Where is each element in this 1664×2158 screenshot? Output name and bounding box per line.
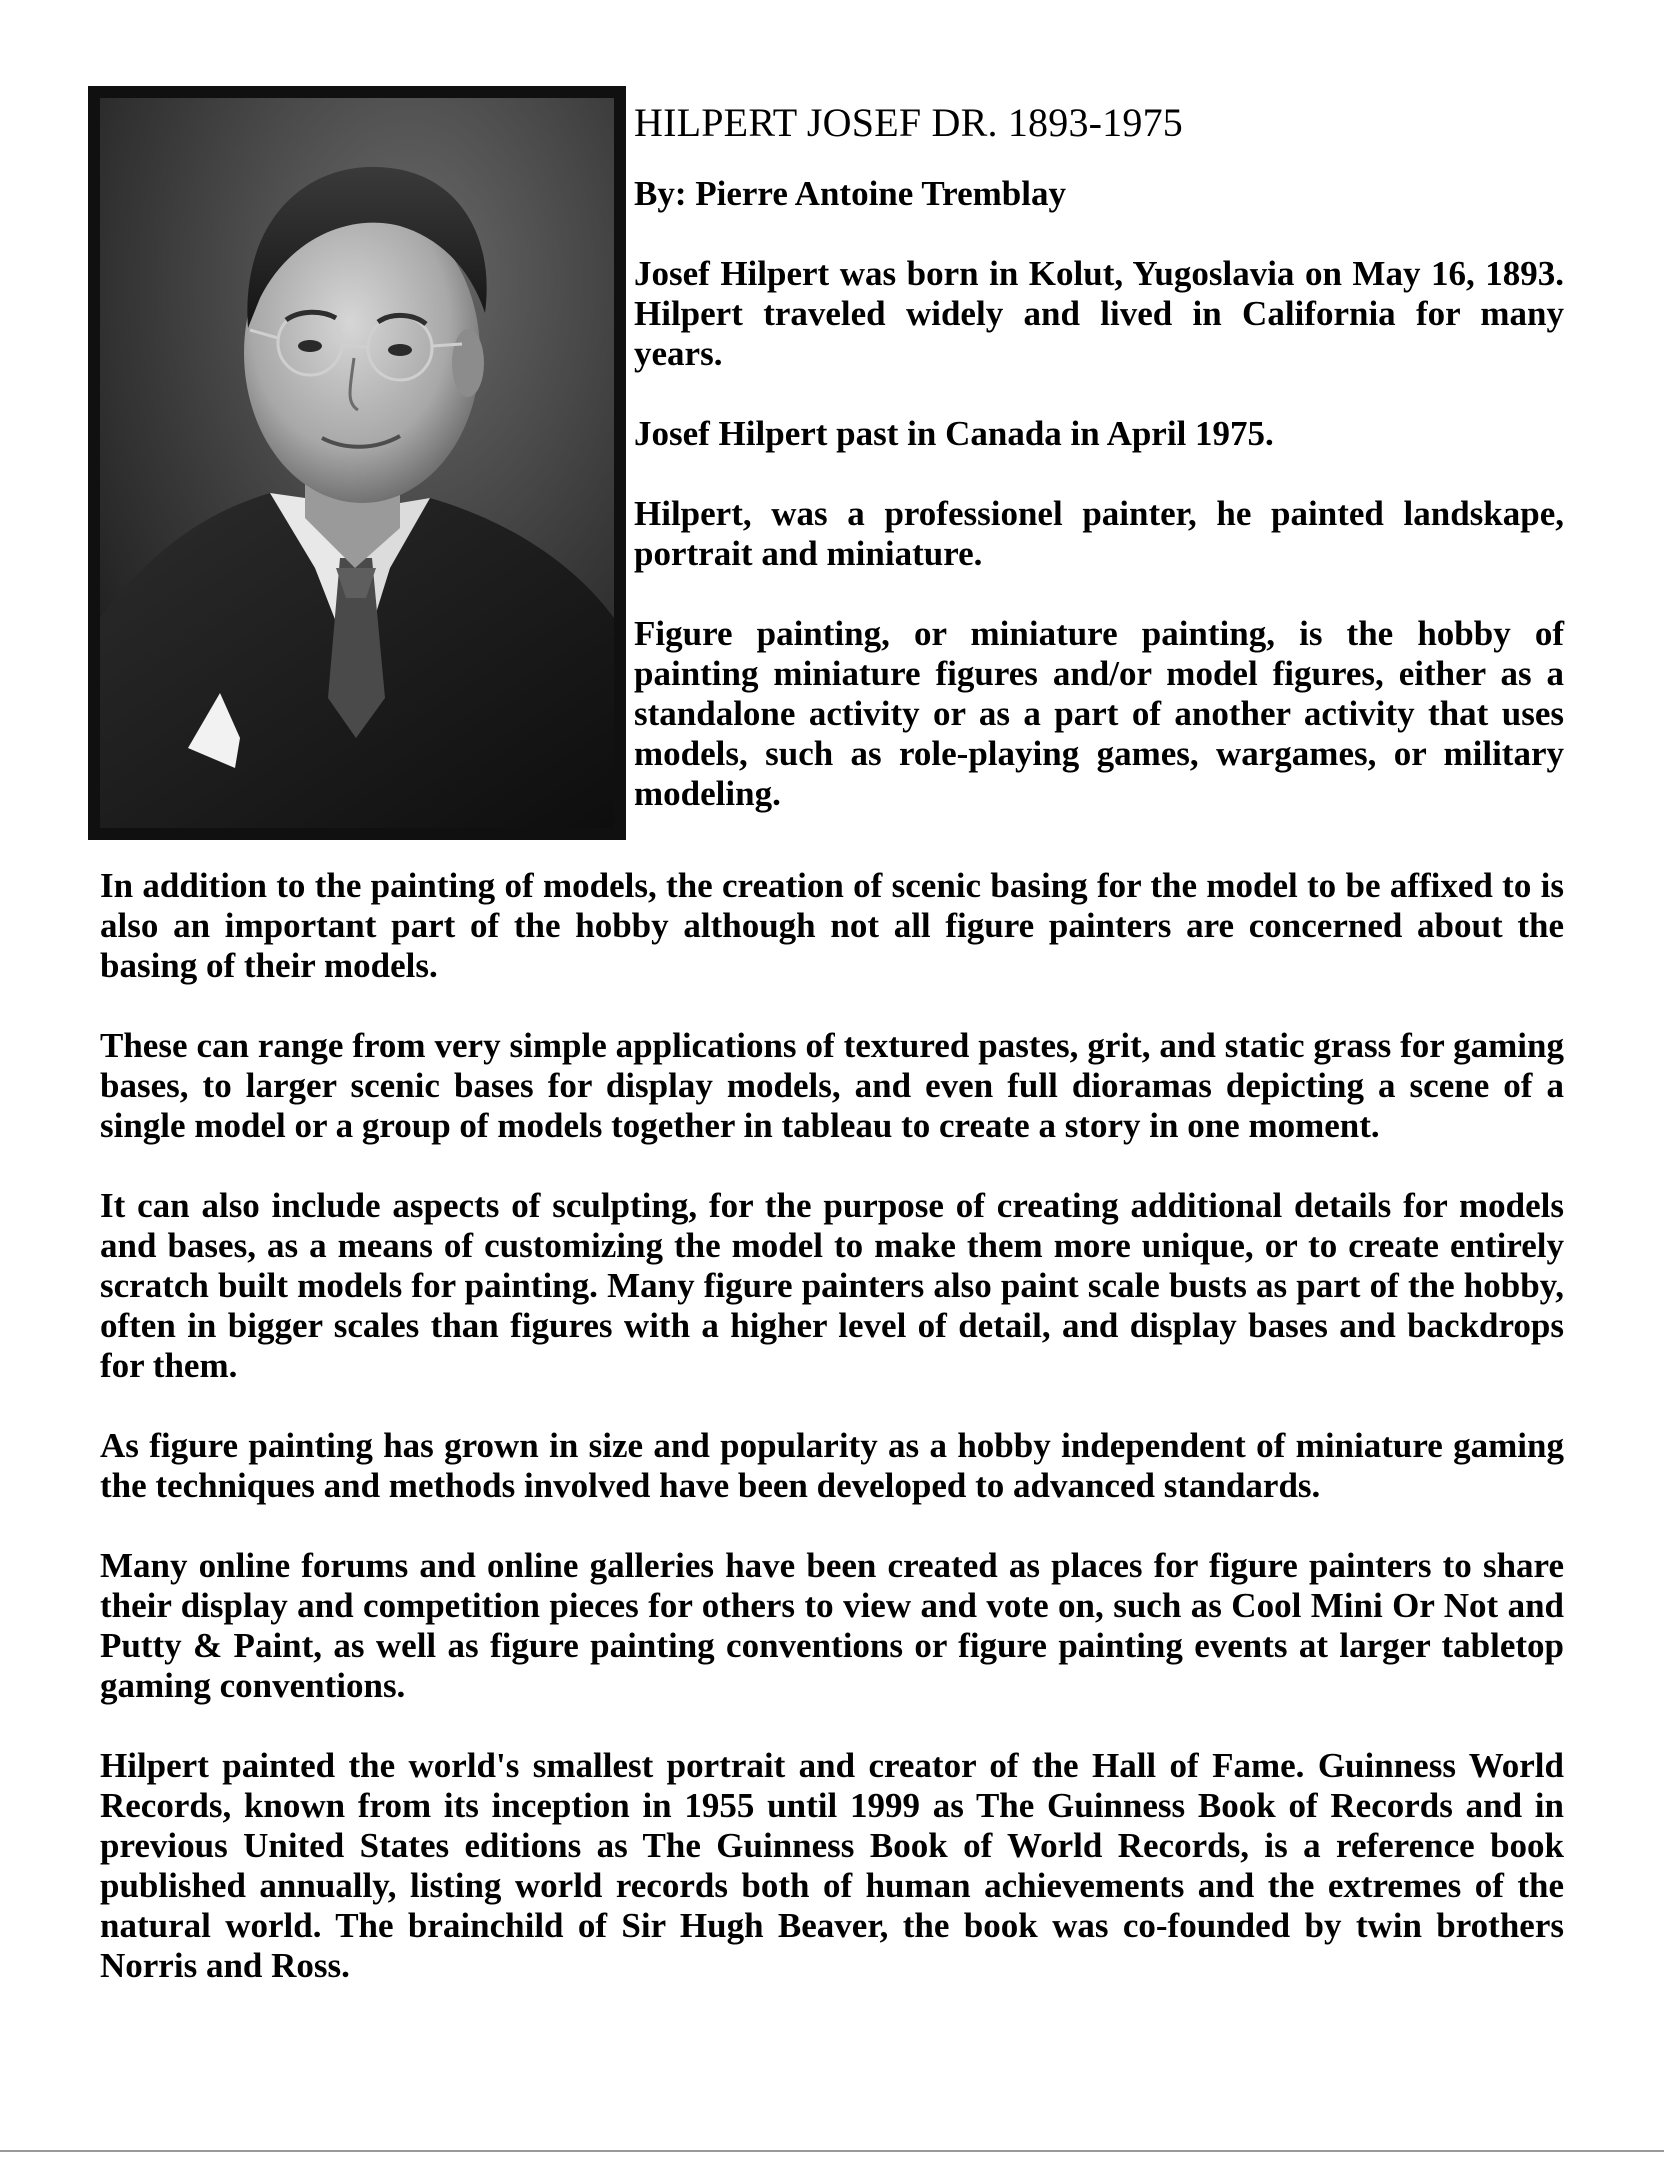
- paragraph: It can also include aspects of sculpting, for the purpose of creating additional details for models and bases, as a means of customizing the model to make them more unique, or to create entirely scratch built models for painting. Many figure painters also paint scale busts as part of the hobby, often in bigger scales than figures with a higher level of detail, and display bases and backdrops for them.: [100, 1186, 1564, 1385]
- paragraph: Figure painting, or miniature painting, is the hobby of painting miniature figures and/or model figures, either as a standalone activity or as a part of another activity that uses models, such as role-playing games, wargames, or military modeling.: [634, 614, 1564, 814]
- paragraph: In addition to the painting of models, the creation of scenic basing for the model to be affixed to is also an important part of the hobby although not all figure painters are concerned about the basing of their models.: [100, 866, 1564, 985]
- page-title: HILPERT JOSEF DR. 1893-1975: [634, 100, 1183, 145]
- paragraph: Many online forums and online galleries have been created as places for figure painters to share their display and competition pieces for others to view and vote on, such as Cool Mini Or Not and Putty & Paint, as well as figure painting conventions or figure painting events at larger tabletop gaming conventions.: [100, 1546, 1564, 1705]
- body-column: [100, 866, 1564, 2026]
- paragraph: These can range from very simple applications of textured pastes, grit, and static grass for gaming bases, to larger scenic bases for display models, and even full dioramas depicting a scene of a single model or a group of models together in tableau to create a story in one moment.: [100, 1026, 1564, 1145]
- paragraph: Josef Hilpert was born in Kolut, Yugoslavia on May 16, 1893. Hilpert traveled widely and lived in California for many years.: [634, 254, 1564, 374]
- paragraph: As figure painting has grown in size and popularity as a hobby independent of miniature gaming the techniques and methods involved have been developed to advanced standards.: [100, 1426, 1564, 1505]
- paragraph: Josef Hilpert past in Canada in April 1975.: [634, 414, 1274, 454]
- portrait-image: [100, 98, 614, 828]
- header-column: [634, 100, 1564, 854]
- portrait-photo: [88, 86, 626, 840]
- page-bottom-rule: [0, 2150, 1664, 2152]
- paragraph: Hilpert, was a professionel painter, he painted landskape, portrait and miniature.: [634, 494, 1564, 574]
- byline: By: Pierre Antoine Tremblay: [634, 174, 1066, 213]
- paragraph: Hilpert painted the world's smallest portrait and creator of the Hall of Fame. Guinness World Records, known from its inception in 1955 until 1999 as The Guinness Book of Records and in previous United States editions as The Guinness Book of World Records, is a reference book published annually, listing world records both of human achievements and the extremes of the natural world. The brainchild of Sir Hugh Beaver, the book was co-founded by twin brothers Norris and Ross.: [100, 1746, 1564, 1985]
